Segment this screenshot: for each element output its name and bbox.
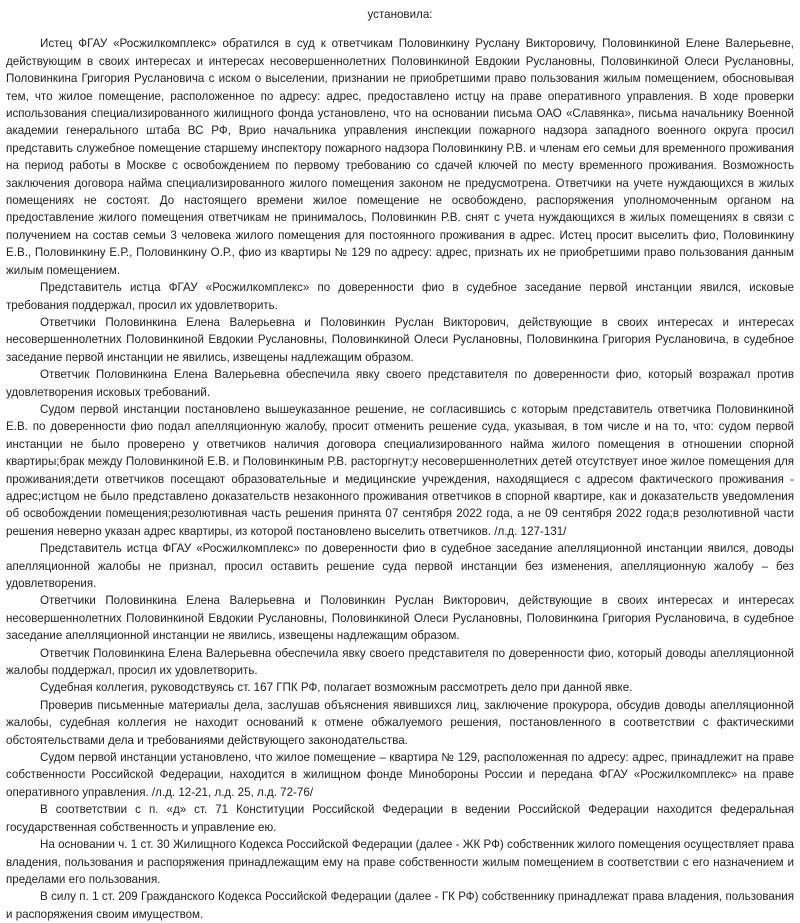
- paragraph-housing-code: На основании ч. 1 ст. 30 Жилищного Кодекса Российской Федерации (далее - ЖК РФ) собственник жилого помещения осуществляет права владения, пользования и распоряжения принадлежащим ему на праве собственности жилым помещением в соответствии с его назначением и пределами его пользования.: [6, 838, 794, 886]
- paragraph-defendant-representative-appeal: Ответчик Половинкина Елена Валерьевна обеспечила явку своего представителя по доверенности фио, который доводы апелляционной жалобы поддержал, просил их удовлетворить.: [6, 646, 794, 678]
- paragraph-collegium-attendance: Судебная коллегия, руководствуясь ст. 167 ГПК РФ, полагает возможным рассмотреть дело при данной явке.: [40, 681, 633, 695]
- paragraph-defendant-representative-first: Ответчик Половинкина Елена Валерьевна обеспечила явку своего представителя по доверенности фио, который возражал против удовлетворения исковых требований.: [6, 368, 794, 399]
- paragraph-appeal: Судом первой инстанции постановлено вышеуказанное решение, не согласившись с которым представитель ответчика Половинкиной Е.В. по доверенности фио подал апелляционную жалобу, просит отменить решение суда, указывая, в том числе и на то, что: судом первой инстанции не было проверено у ответчиков наличия договора специализированного найма жилого помещения в отношении спорной квартиры;брак между Половинкиной Е.В. и Половинкиным Р.В. расторгнут;у несовершеннолетних детей отсутствует иное жилое помещения для проживания;дети ответчиков посещают образовательные и медицинские учреждения, находящиеся с адресом фактического проживания - адрес;истцом не было представлено доказательств незаконного проживания ответчиков в спорной квартире, как и доказательств уведомления об освобождении помещения;резолютивная часть решения принята 07 сентября 2022 года, а не 09 сентября 2022 года;в резолютивной части решения неверно указан адрес квартиры, из которой постановлено выселить ответчиков. /л.д. 127-131/: [6, 402, 794, 538]
- paragraph-claim: Истец ФГАУ «Росжилкомплекс» обратился в суд к ответчикам Половинкину Руслану Викторовичу, Половинкиной Елене Валерьевне, действующим в своих интересах и интересах несовершеннолетних Половинкиной Евдокии Руслановны, Половинкиной Олеси Руслановны, Половинкина Григория Руслановича с иском о выселении, признании не приобретшими право пользования жилым помещением, обосновывая тем, что жилое помещение, расположенное по адресу: адрес, предоставлено истцу на праве оперативного управления. В ходе проверки использования специализированного жилищного фонда установлено, что на основании письма ОАО «Славянка», письма начальнику Военной академии генерального штаба ВС РФ, Врио начальника управления инспекции пожарного надзора западного военного округа просил представить служебное помещение старшему инспектору пожарного надзора Половинкину Р.В. и членам его семьи для временного проживания на период работы в Москве с освобождением по первому требованию со сдачей ключей по месту временного проживания. Возможность заключения договора найма специализированного жилого помещения законом не предусмотрена. Ответчики на учете нуждающихся в жилых помещениях не состоят. До настоящего времени жилое помещение не освобождено, распоряжения уполномоченным органом на предоставление жилого помещения ответчикам не принималось, Половинкин Р.В. снят с учета нуждающихся в жилых помещениях в связи с получением на состав семьи 3 человека жилого помещения для постоянного проживания в адрес. Истец просит выселить фио, Половинкину Е.В., Половинкину Е.Р., Половинкину О.Р., фио из квартиры № 129 по адресу: адрес, признать их не приобретшими право пользования данным жилым помещением.: [6, 37, 794, 277]
- paragraph-plaintiff-first-instance: Представитель истца ФГАУ «Росжилкомплекс» по доверенности фио в судебное заседание первой инстанции явился, исковые требования поддержал, просил их удовлетворить.: [6, 281, 794, 312]
- paragraph-established-facts: Судом первой инстанции установлено, что жилое помещение – квартира № 129, расположенная по адресу: адрес, принадлежит на праве собственности Российской Федерации, находится в жилищном фонде Минобороны России и передана ФГАУ «Росжилкомплекс» на праве оперативного управления. /л.д. 12-21, л.д. 25, л.д. 72-76/: [6, 751, 794, 799]
- paragraph-review: Проверив письменные материалы дела, заслушав объяснения явившихся лиц, заключение прокурора, обсудив доводы апелляционной жалобы, судебная коллегия не находит оснований к отмене обжалуемого решения, постановленного в соответствии с фактическими обстоятельствами дела и требованиями действующего законодательства.: [6, 698, 794, 747]
- paragraph-plaintiff-appeal: Представитель истца ФГАУ «Росжилкомплекс» по доверенности фио в судебное заседание апелляционной инстанции явился, доводы апелляционной жалобы не признал, просил оставить решение суда первой инстанции без изменения, апелляционную жалобу – без удовлетворения.: [6, 542, 794, 590]
- paragraph-constitution: В соответствии с п. «д» ст. 71 Конституции Российской Федерации в ведении Российской Федерации находится федеральная государственная собственность и управление ею.: [6, 803, 794, 834]
- section-heading: установила:: [367, 8, 433, 21]
- paragraph-civil-code: В силу п. 1 ст. 209 Гражданского Кодекса Российской Федерации (далее - ГК РФ) собственнику принадлежат права владения, пользования и распоряжения своим имуществом.: [6, 890, 794, 921]
- paragraph-defendants-absent-first: Ответчики Половинкина Елена Валерьевна и Половинкин Руслан Викторович, действующие в своих интересах и интересах несовершеннолетних Половинкиной Евдокии Руслановны, Половинкиной Олеси Руслановны, Половинкина Григория Руслановича, в судебное заседание первой инстанции не явились, извещены надлежащим образом.: [6, 315, 794, 364]
- paragraph-defendants-absent-appeal: Ответчики Половинкина Елена Валерьевна и Половинкин Руслан Викторович, действующие в своих интересах и интересах несовершеннолетних Половинкиной Евдокии Руслановны, Половинкиной Олеси Руслановны, Половинкина Григория Руслановича, в судебное заседание апелляционной инстанции не явились, извещены надлежащим образом.: [6, 594, 794, 643]
